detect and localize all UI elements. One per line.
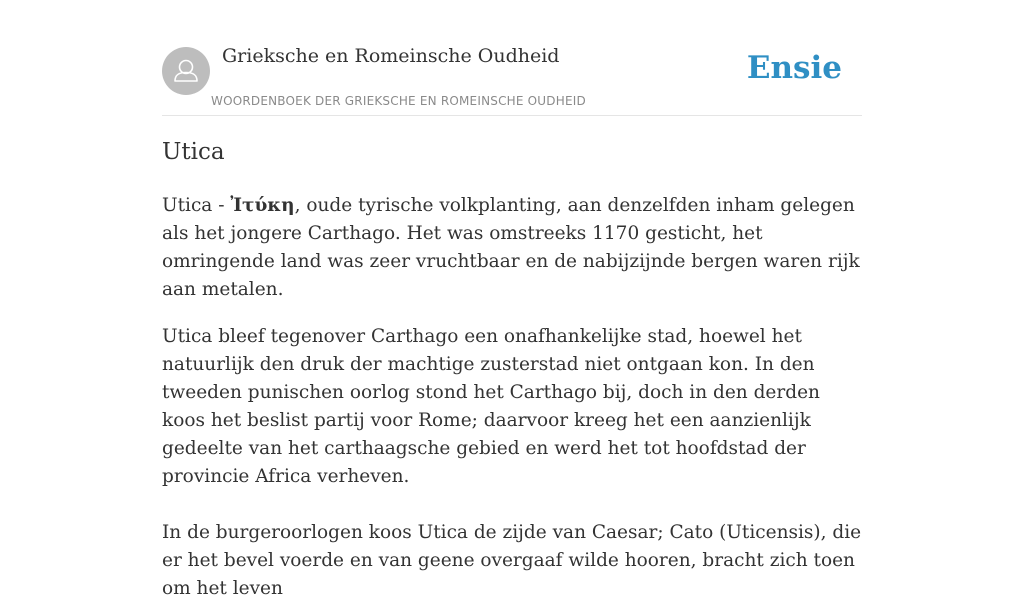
user-icon [162,47,210,95]
entry-paragraph-2: Utica bleef tegenover Carthago een onafhankelijke stad, hoewel het natuurlijk den druk der machtige zusterstad niet ontgaan kon. In den tweeden punischen oorlog stond het Carthago bij, doch in den derden koos het beslist partij voor Rome; daarvoor kreeg het een aanzienlijk gedeelte van het carthaagsche gebied en werd het tot hoofdstad der provincie Africa verheven. [162,326,820,487]
entry-paragraph-3: In de burgeroorlogen koos Utica de zijde van Caesar; Cato (Uticensis), die er het bevel voerde en van geene overgaaf wilde hooren, bracht zich toen om het leven [162,522,862,599]
avatar[interactable] [162,47,210,95]
page-container [162,0,862,599]
entry-title: Utica [162,139,225,165]
brand-logo[interactable]: Ensie [746,50,842,86]
header [162,0,862,116]
greek-name: Ἰτύκη [230,195,295,216]
entry-content [162,192,862,603]
entry-paragraph-1-text: , oude tyrische volkplanting, aan denzelfden inham gelegen als het jongere Carthago. Het was omstreeks 1170 gesticht, het omringende land was zeer vruchtbaar en de nabijzijnde bergen waren rijk aan metalen. [162,195,860,300]
dictionary-title[interactable]: Grieksche en Romeinsche Oudheid [222,45,560,67]
entry-paragraph-1 [162,192,862,304]
dictionary-subtitle: WOORDENBOEK DER GRIEKSCHE EN ROMEINSCHE OUDHEID [211,94,586,108]
entry-lead: Utica - [162,195,231,216]
